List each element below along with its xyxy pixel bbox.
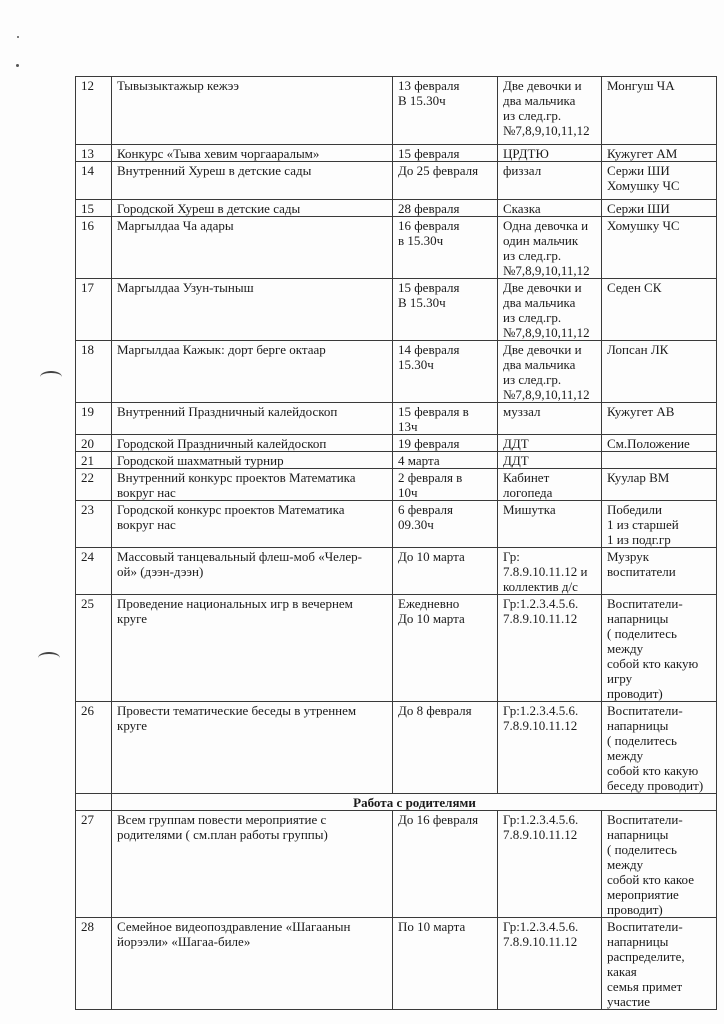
date-cell: 16 февраля в 15.30ч [393,217,498,279]
responsible-cell: Воспитатели- напарницы ( поделитесь между собой кто какое мероприятие проводит) [602,811,717,918]
event-name-cell: Внутренний Праздничный калейдоскоп [112,403,393,435]
event-name-cell: Городской конкурс проектов Математика вокруг нас [112,501,393,548]
event-name-cell: Семейное видеопоздравление «Шагаанын йорээли» «Шагаа-биле» [112,918,393,1010]
row-number: 14 [76,162,112,200]
table-row [76,162,717,200]
responsible-cell: Сержи ШИ Хомушку ЧС [602,162,717,200]
place-cell: физзал [498,162,602,200]
responsible-cell: Музрук воспитатели [602,548,717,595]
table-row [76,77,717,145]
place-cell: Гр: 7.8.9.10.11.12 и коллектив д/с [498,548,602,595]
row-number: 12 [76,77,112,145]
place-cell: ДДТ [498,435,602,452]
date-cell: До 16 февраля [393,811,498,918]
table-row [76,341,717,403]
event-name-cell: Тывызыктажыр кежээ [112,77,393,145]
table-row [76,811,717,918]
responsible-cell: Монгуш ЧА [602,77,717,145]
responsible-cell: Лопсан ЛК [602,341,717,403]
section-header-row [76,794,717,811]
row-number: 22 [76,469,112,501]
event-name-cell: Городской Праздничный калейдоскоп [112,435,393,452]
event-name-cell: Внутренний конкурс проектов Математика вокруг нас [112,469,393,501]
table-row [76,595,717,702]
date-cell: 2 февраля в 10ч [393,469,498,501]
responsible-cell: Воспитатели- напарницы ( поделитесь между собой кто какую игру проводит) [602,595,717,702]
place-cell: Мишутка [498,501,602,548]
responsible-cell: Кужугет АВ [602,403,717,435]
place-cell: Гр:1.2.3.4.5.6. 7.8.9.10.11.12 [498,811,602,918]
date-cell: До 10 марта [393,548,498,595]
responsible-cell: Воспитатели- напарницы распределите, какая семья примет участие [602,918,717,1010]
row-number: 24 [76,548,112,595]
responsible-cell: Победили 1 из старшей 1 из подг.гр [602,501,717,548]
date-cell: 15 февраля [393,145,498,162]
responsible-cell: См.Положение [602,435,717,452]
place-cell: Гр:1.2.3.4.5.6. 7.8.9.10.11.12 [498,595,602,702]
event-name-cell: Маргылдаа Узун-тыныш [112,279,393,341]
place-cell: Гр:1.2.3.4.5.6. 7.8.9.10.11.12 [498,702,602,794]
date-cell: 4 марта [393,452,498,469]
row-number: 21 [76,452,112,469]
row-number: 25 [76,595,112,702]
row-number: 27 [76,811,112,918]
table-row [76,145,717,162]
table-row [76,435,717,452]
date-cell: 15 февраля в 13ч [393,403,498,435]
table-row [76,403,717,435]
place-cell: Две девочки и два мальчика из след.гр. №7,8,9,10,11,12 [498,279,602,341]
row-number: 15 [76,200,112,217]
scan-speck [17,36,19,38]
event-name-cell: Провести тематические беседы в утреннем круге [112,702,393,794]
event-name-cell: Маргылдаа Кажык: дорт берге октаар [112,341,393,403]
date-cell: 6 февраля 09.30ч [393,501,498,548]
row-number: 19 [76,403,112,435]
events-plan-table [75,76,717,1010]
row-number: 28 [76,918,112,1010]
row-number: 17 [76,279,112,341]
event-name-cell: Городской Хуреш в детские сады [112,200,393,217]
table-row [76,501,717,548]
event-name-cell: Всем группам повести мероприятие с родителями ( см.план работы группы) [112,811,393,918]
row-number: 26 [76,702,112,794]
date-cell: 14 февраля 15.30ч [393,341,498,403]
date-cell: До 8 февраля [393,702,498,794]
event-name-cell: Маргылдаа Ча адары [112,217,393,279]
event-name-cell: Городской шахматный турнир [112,452,393,469]
table-row [76,452,717,469]
table-row [76,217,717,279]
row-number: 23 [76,501,112,548]
event-name-cell: Массовый танцевальный флеш-моб «Челер- ой» (дээн-дээн) [112,548,393,595]
place-cell: ЦРДТЮ [498,145,602,162]
place-cell: Кабинет логопеда [498,469,602,501]
responsible-cell: Кужугет АМ [602,145,717,162]
section-empty-cell [76,794,112,811]
table-row [76,702,717,794]
place-cell: Сказка [498,200,602,217]
date-cell: 28 февраля [393,200,498,217]
event-name-cell: Конкурс «Тыва хевим чоргааралым» [112,145,393,162]
section-title: Работа с родителями [112,794,717,811]
responsible-cell: Воспитатели- напарницы ( поделитесь между собой кто какую беседу проводит) [602,702,717,794]
place-cell: ДДТ [498,452,602,469]
event-name-cell: Внутренний Хуреш в детские сады [112,162,393,200]
date-cell: Ежедневно До 10 марта [393,595,498,702]
date-cell: 13 февраля В 15.30ч [393,77,498,145]
row-number: 16 [76,217,112,279]
responsible-cell: Седен СК [602,279,717,341]
table-row [76,918,717,1010]
place-cell: Две девочки и два мальчика из след.гр. №7,8,9,10,11,12 [498,341,602,403]
date-cell: По 10 марта [393,918,498,1010]
table-row [76,200,717,217]
hole-punch-mark [40,371,62,383]
date-cell: До 25 февраля [393,162,498,200]
date-cell: 15 февраля В 15.30ч [393,279,498,341]
place-cell: Гр:1.2.3.4.5.6. 7.8.9.10.11.12 [498,918,602,1010]
table-row [76,548,717,595]
scan-speck [16,64,19,67]
row-number: 18 [76,341,112,403]
responsible-cell [602,452,717,469]
responsible-cell: Хомушку ЧС [602,217,717,279]
table-row [76,279,717,341]
table-row [76,469,717,501]
responsible-cell: Куулар ВМ [602,469,717,501]
place-cell: Две девочки и два мальчика из след.гр. №7,8,9,10,11,12 [498,77,602,145]
event-name-cell: Проведение национальных игр в вечернем круге [112,595,393,702]
place-cell: Одна девочка и один мальчик из след.гр. №7,8,9,10,11,12 [498,217,602,279]
date-cell: 19 февраля [393,435,498,452]
place-cell: муззал [498,403,602,435]
hole-punch-mark [38,652,60,664]
row-number: 13 [76,145,112,162]
responsible-cell: Сержи ШИ [602,200,717,217]
row-number: 20 [76,435,112,452]
